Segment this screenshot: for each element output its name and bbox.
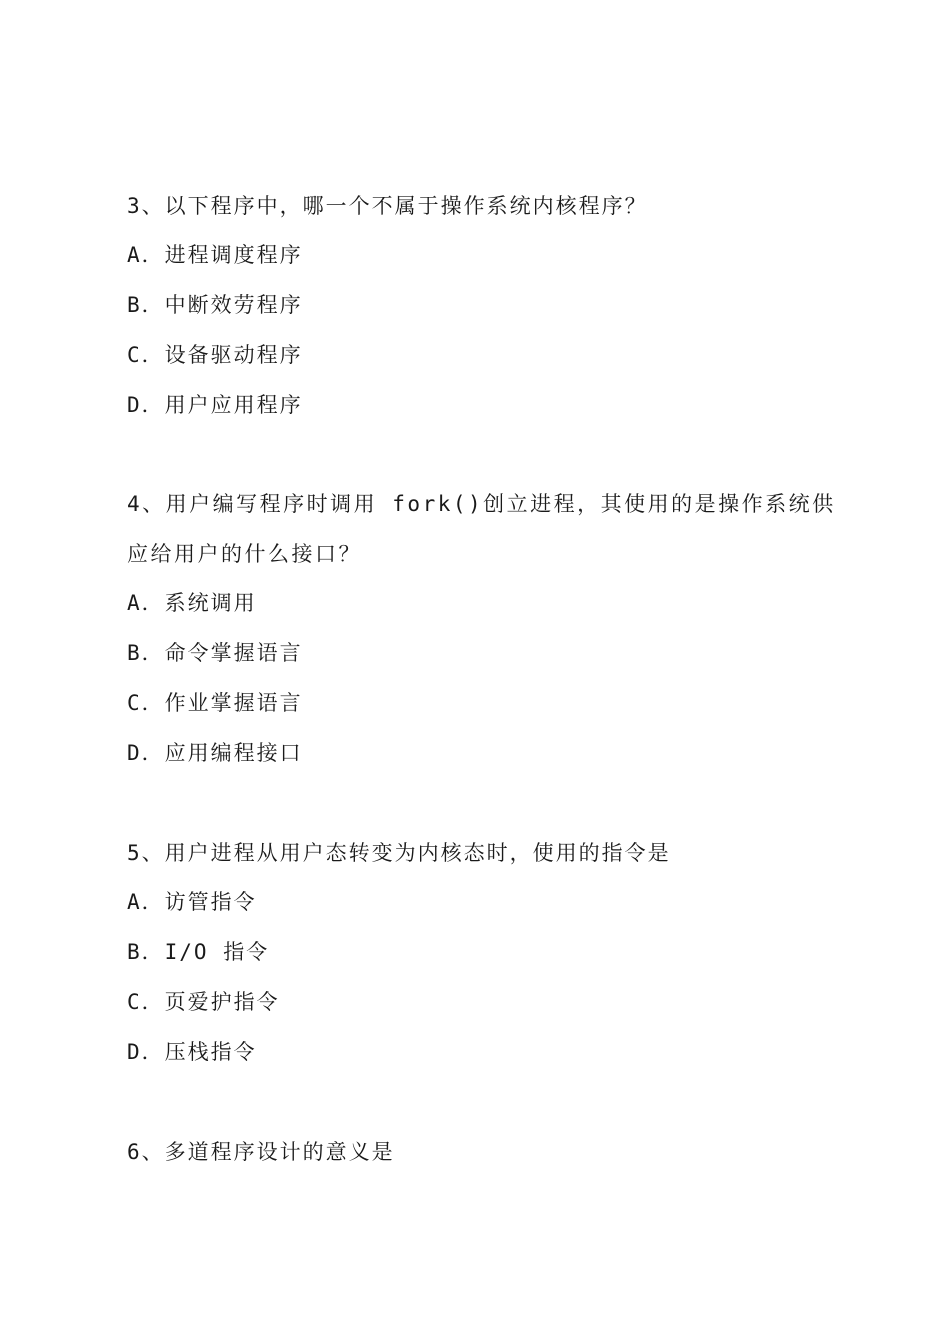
question-4-option-c: C．作业掌握语言 xyxy=(127,691,303,715)
question-3-stem: 3、以下程序中，哪一个不属于操作系统内核程序？ xyxy=(127,194,648,218)
question-5-option-d: D．压栈指令 xyxy=(127,1040,257,1064)
question-5-option-c: C．页爱护指令 xyxy=(127,990,280,1014)
question-5-option-b: B．I/O 指令 xyxy=(127,940,270,964)
question-5-option-a: A．访管指令 xyxy=(127,890,257,914)
question-3-option-c: C．设备驱动程序 xyxy=(127,343,303,367)
question-4-option-a: A．系统调用 xyxy=(127,591,257,615)
question-3-option-b: B．中断效劳程序 xyxy=(127,293,303,317)
question-4-option-d: D．应用编程接口 xyxy=(127,741,303,765)
question-5-stem: 5、用户进程从用户态转变为内核态时，使用的指令是 xyxy=(127,841,671,865)
question-4-stem: 4、用户编写程序时调用 fork()创立进程，其使用的是操作系统供应给用户的什么接口？ xyxy=(127,492,836,566)
question-3-option-a: A．进程调度程序 xyxy=(127,243,303,267)
question-4-option-b: B．命令掌握语言 xyxy=(127,641,303,665)
question-6-stem: 6、多道程序设计的意义是 xyxy=(127,1140,395,1164)
question-3-option-d: D．用户应用程序 xyxy=(127,393,303,417)
